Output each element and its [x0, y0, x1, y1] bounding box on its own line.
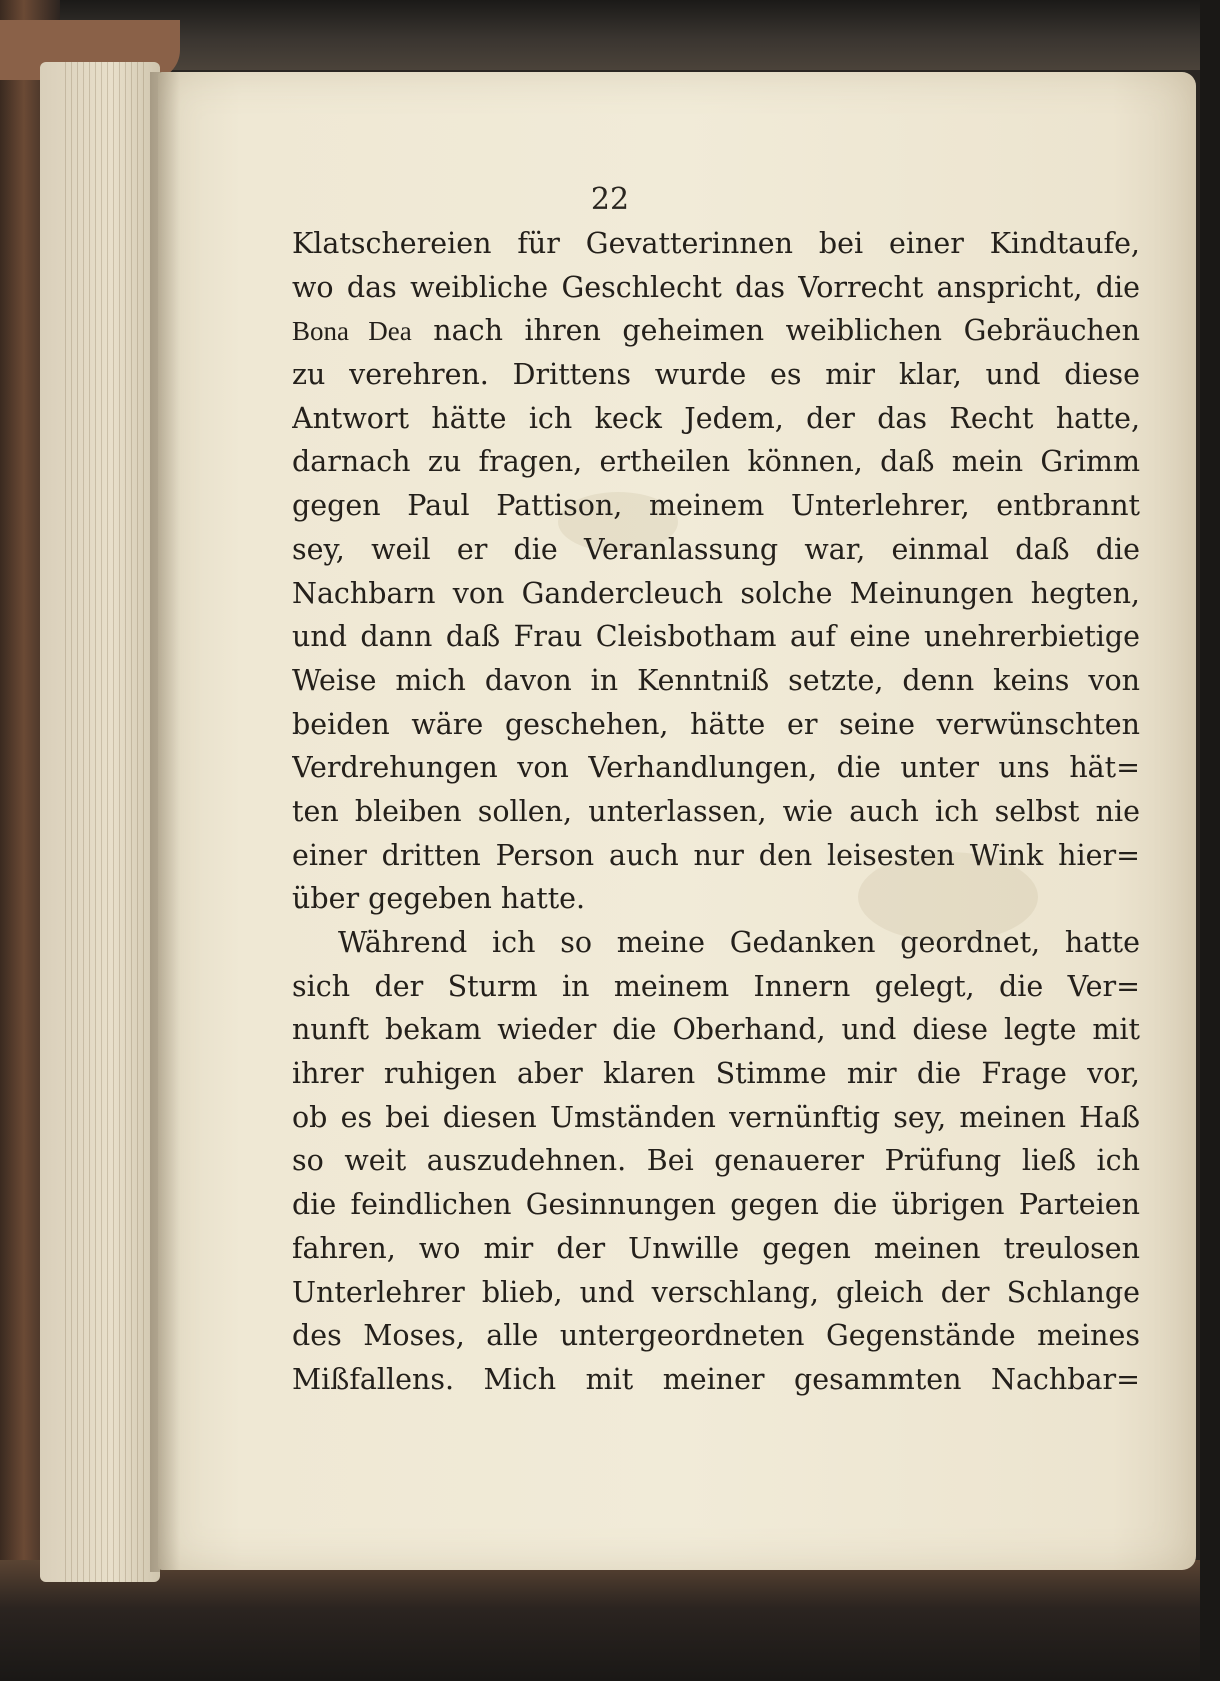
text-line: ihrer ruhigen aber klaren Stimme mir die Frage vor, — [292, 1057, 1140, 1091]
page-stack-edges — [65, 62, 145, 1582]
text-line: gegen Paul Pattison, meinem Unterlehrer, entbrannt — [292, 489, 1140, 523]
text-line: nunft bekam wieder die Oberhand, und diese legte mit — [292, 1013, 1140, 1047]
text-line: Mißfallens. Mich mit meiner gesammten Nachbar= — [292, 1362, 1140, 1396]
text-line: Verdrehungen von Verhandlungen, die unter uns hät= — [292, 751, 1140, 785]
text-line: über gegeben hatte. — [292, 882, 586, 916]
text-line: ob es bei diesen Umständen vernünftig sey, meinen Haß — [292, 1100, 1140, 1134]
text-line: Unterlehrer blieb, und verschlang, gleich der Schlange — [292, 1275, 1140, 1309]
text-line: des Moses, alle untergeordneten Gegenstände meines — [292, 1319, 1140, 1353]
text-line: so weit auszudehnen. Bei genauerer Prüfung ließ ich — [292, 1144, 1140, 1178]
page-number: 22 — [590, 182, 630, 217]
book-cover-right — [1200, 0, 1220, 1681]
text-line: Weise mich davon in Kenntniß setzte, denn keins von — [292, 663, 1140, 697]
book-cover-bottom — [0, 1560, 1220, 1681]
text-line: zu verehren. Drittens wurde es mir klar, und diese — [292, 358, 1140, 392]
text-line: Antwort hätte ich keck Jedem, der das Recht hatte, — [292, 401, 1140, 435]
book-cover-top — [0, 0, 1220, 70]
page-gutter-shadow — [150, 72, 180, 1572]
text-line — [292, 309, 1140, 353]
text-line-rest: nach ihren geheimen weiblichen Gebräuchen — [411, 314, 1140, 348]
text-line: wo das weibliche Geschlecht das Vorrecht anspricht, die — [292, 270, 1140, 304]
roman-phrase: Bona Dea — [292, 316, 412, 347]
text-line: sey, weil er die Veranlassung war, einmal daß die — [292, 532, 1140, 566]
text-line: Klatschereien für Gevatterinnen bei einer Kindtaufe, — [292, 227, 1140, 260]
paragraph-start-line: Während ich so meine Gedanken geordnet, hatte — [338, 926, 1140, 959]
text-line: die feindlichen Gesinnungen gegen die übrigen Parteien — [292, 1188, 1140, 1222]
text-line: beiden wäre geschehen, hätte er seine verwünschten — [292, 707, 1140, 741]
page-text — [292, 222, 1140, 1402]
text-line: fahren, wo mir der Unwille gegen meinen treulosen — [292, 1231, 1140, 1265]
text-line: ten bleiben sollen, unterlassen, wie auch ich selbst nie — [292, 794, 1140, 828]
text-line: sich der Sturm in meinem Innern gelegt, die Ver= — [292, 969, 1140, 1003]
text-line: und dann daß Frau Cleisbotham auf eine unehrerbietige — [292, 620, 1140, 654]
text-line: einer dritten Person auch nur den leisesten Wink hier= — [292, 838, 1140, 872]
text-line: darnach zu fragen, ertheilen können, daß mein Grimm — [292, 445, 1140, 479]
text-line: Nachbarn von Gandercleuch solche Meinungen hegten, — [292, 576, 1140, 610]
